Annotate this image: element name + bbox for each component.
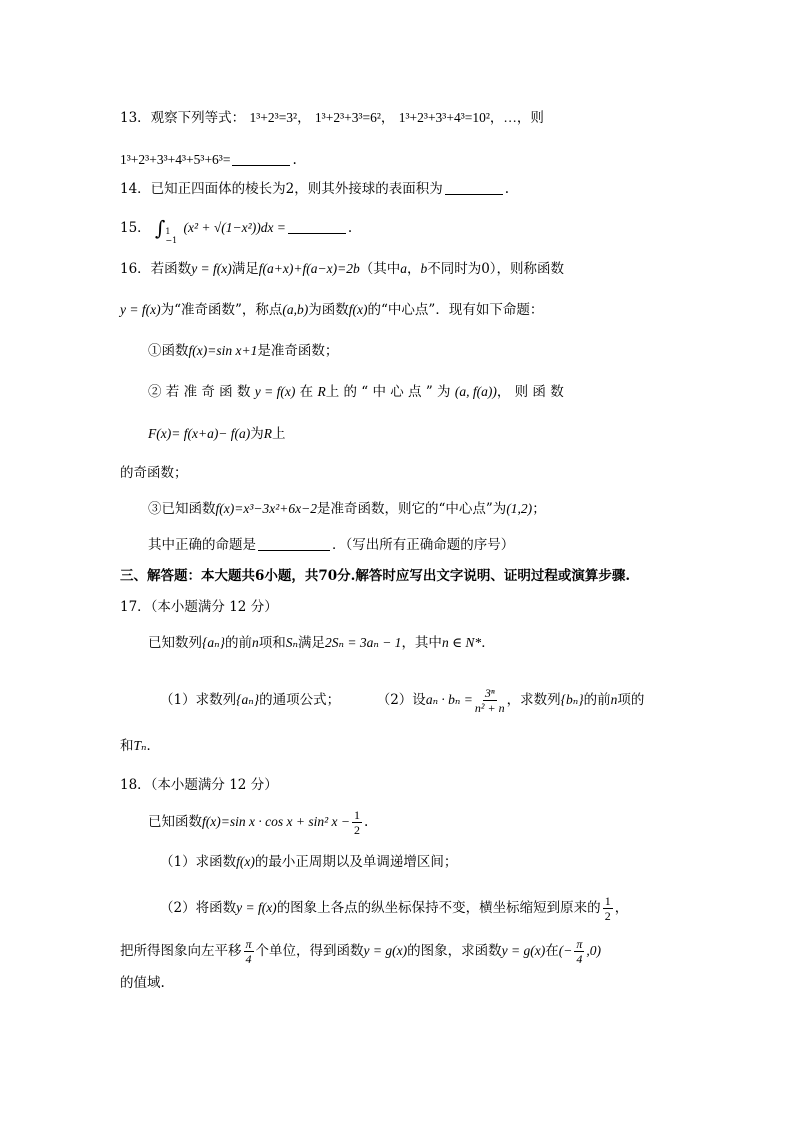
q17-parts: [160, 686, 684, 715]
text: ．: [481, 635, 495, 651]
text: 上 的 “ 中 心 点 ” 为: [325, 384, 451, 400]
text: （2）设: [376, 692, 426, 708]
text: 的最小正周期以及单调递增区间；: [254, 854, 458, 870]
q14-line: [120, 179, 684, 199]
text: 其中正确的命题是: [148, 537, 256, 553]
q16-conclusion: [148, 535, 684, 555]
math: {aₙ}: [202, 635, 226, 650]
math: n ∈ N*: [441, 635, 482, 650]
text: 项和: [258, 635, 286, 651]
q18-title: [120, 775, 684, 795]
q13-line2: [120, 150, 684, 170]
integral-limits: [165, 227, 177, 245]
q13-eq2: 1³+2³+3³=6²，: [314, 110, 395, 125]
text: ，其中: [401, 635, 442, 651]
math: y = g(x): [501, 943, 546, 958]
text: 满足: [231, 261, 259, 277]
text: （2）将函数: [160, 900, 237, 916]
q17-label: 17．（本小题满分 12 分）: [120, 599, 278, 615]
text: 的“中心点”．现有如下命题：: [367, 302, 544, 318]
text: 的图象，求函数: [407, 943, 502, 959]
q16-line1: [120, 259, 684, 279]
integral-icon: ∫: [154, 216, 166, 240]
math: f(x)=sin x+1: [188, 343, 258, 358]
q13-end: .: [292, 152, 297, 168]
answer-blank: [445, 180, 503, 195]
math: f(x): [348, 302, 368, 317]
numerator: 1: [604, 894, 611, 908]
text: 的通项公式；: [259, 692, 341, 708]
math: f(x): [236, 854, 255, 869]
text: 为: [250, 426, 264, 442]
math: y = f(x): [254, 384, 296, 399]
math: n: [252, 635, 259, 650]
denominator: 4: [576, 952, 583, 966]
q16-prop3: [148, 499, 684, 519]
denominator: 2: [604, 909, 611, 923]
math: {aₙ}: [236, 692, 260, 707]
denominator: n² + n: [474, 701, 505, 715]
answer-blank: [258, 536, 330, 551]
text: ，求数列: [506, 692, 561, 708]
q13-sum-expr: 1³+2³+3³+4³+5³+6³=: [120, 152, 231, 167]
fraction: [352, 808, 362, 837]
q16-label: 16．若函数: [120, 261, 192, 277]
numerator: π: [245, 937, 252, 951]
section-heading: [120, 566, 684, 586]
fraction: [574, 937, 584, 966]
q15-integrand: (x² + √(1−x²))dx =: [183, 220, 286, 235]
math: y = g(x): [363, 943, 408, 958]
upper-limit: 1: [165, 227, 171, 236]
text: 的奇函数；: [120, 465, 188, 481]
math: aₙ · bₙ =: [425, 692, 473, 707]
math: F(x)= f(x+a)− f(a): [148, 426, 251, 441]
q18-part2: [160, 894, 684, 923]
q16-prop1: [148, 341, 684, 361]
q13-label: 13．观察下列等式：: [120, 110, 246, 126]
math: R: [317, 384, 326, 399]
text: 不同时为0），则称函数: [427, 261, 565, 277]
text: ， 则 函 数: [496, 384, 564, 400]
text: ；: [532, 501, 546, 517]
denominator: 4: [245, 952, 252, 966]
math: y = f(x): [191, 261, 232, 276]
q18-part2-end: [120, 973, 684, 993]
text: 已知函数: [148, 814, 202, 830]
math: b: [420, 261, 428, 276]
q17-tail: [120, 736, 684, 756]
text: 个单位，得到函数: [255, 943, 364, 959]
text: 为函数: [308, 302, 349, 318]
denominator: 2: [353, 823, 360, 837]
q13-eq1: 1³+2³=3²，: [249, 110, 311, 125]
q18-part1: [160, 852, 684, 872]
math: (1,2): [506, 501, 533, 516]
q16-prop2-line2: [148, 424, 684, 444]
math: f(a+x)+f(a−x)=2b: [258, 261, 360, 276]
q16-line2: [120, 300, 684, 320]
q17-stem: [148, 633, 684, 653]
math: y = f(x): [120, 302, 161, 317]
text: （1）求数列: [160, 692, 237, 708]
math: (a,b): [282, 302, 309, 317]
answer-blank: [232, 151, 290, 166]
math: 2Sₙ = 3aₙ − 1: [325, 635, 402, 650]
numerator: 1: [353, 808, 360, 822]
text: 在: [299, 384, 314, 400]
q14-text: 14．已知正四面体的棱长为2，则其外接球的表面积为: [120, 181, 443, 197]
text: 的图象上各点的纵坐标保持不变，横坐标缩短到原来的: [276, 900, 601, 916]
text: ③已知函数: [148, 501, 216, 517]
numerator: 3ⁿ: [484, 686, 495, 700]
text: 把所得图象向左平移: [120, 943, 242, 959]
math: n: [610, 692, 618, 707]
text: ①函数: [148, 343, 189, 359]
fraction: [603, 894, 613, 923]
text: （其中: [359, 261, 401, 277]
math: f(x)=sin x · cos x + sin² x −: [202, 814, 350, 829]
text: ．: [146, 738, 160, 754]
math: y = f(x): [236, 900, 277, 915]
q15-line: [120, 218, 684, 245]
math: (−: [558, 943, 573, 958]
text: 满足: [298, 635, 326, 651]
math: f(x)=x³−3x²+6x−2: [215, 501, 317, 516]
math: a: [400, 261, 407, 276]
text: 上: [272, 426, 286, 442]
q14-end: .: [504, 181, 510, 197]
text: 的前: [583, 692, 611, 708]
text: 的值域.: [120, 975, 165, 991]
text: ，: [614, 900, 629, 916]
math: R: [263, 426, 273, 441]
math: Sₙ: [285, 635, 299, 650]
q16-prop2-line3: [120, 463, 684, 483]
q18-stem: [148, 808, 684, 837]
text: 和: [120, 738, 134, 754]
text: （1）求函数: [160, 854, 237, 870]
math: Tₙ: [133, 738, 147, 753]
text: 已知数列: [148, 635, 202, 651]
math: (a, f(a)): [454, 384, 497, 399]
q15-end: .: [347, 220, 353, 236]
text: 是准奇函数，则它的“中心点”为: [317, 501, 507, 517]
q13-eq3: 1³+2³+3³+4³=10²，…，则: [398, 110, 544, 125]
text: .: [363, 814, 369, 830]
q18-label: 18．（本小题满分 12 分）: [120, 777, 278, 793]
text: ．（写出所有正确命题的序号）: [332, 537, 515, 553]
fraction: [475, 686, 505, 715]
lower-limit: −1: [165, 236, 178, 245]
math: {bₙ}: [560, 692, 584, 707]
text: 的前: [225, 635, 253, 651]
numerator: π: [576, 937, 583, 951]
text: 是准奇函数；: [257, 343, 339, 359]
text: 在: [545, 943, 559, 959]
q13-line1: [120, 108, 684, 128]
math: ,0): [586, 943, 601, 958]
q18-part2-cont: [120, 937, 684, 966]
answer-blank: [288, 219, 346, 234]
q16-prop2-line1: [148, 382, 684, 402]
q15-label: 15．: [120, 220, 151, 236]
q17-title: [120, 597, 684, 617]
text: 项的: [617, 692, 645, 708]
text: 为“准奇函数”，称点: [160, 302, 283, 318]
text: ② 若 准 奇 函 数: [148, 384, 251, 400]
section-title: 三、解答题：本大题共6小题，共70分.解答时应写出文字说明、证明过程或演算步骤.: [120, 568, 631, 584]
text: ，: [406, 261, 421, 277]
fraction: [244, 937, 254, 966]
